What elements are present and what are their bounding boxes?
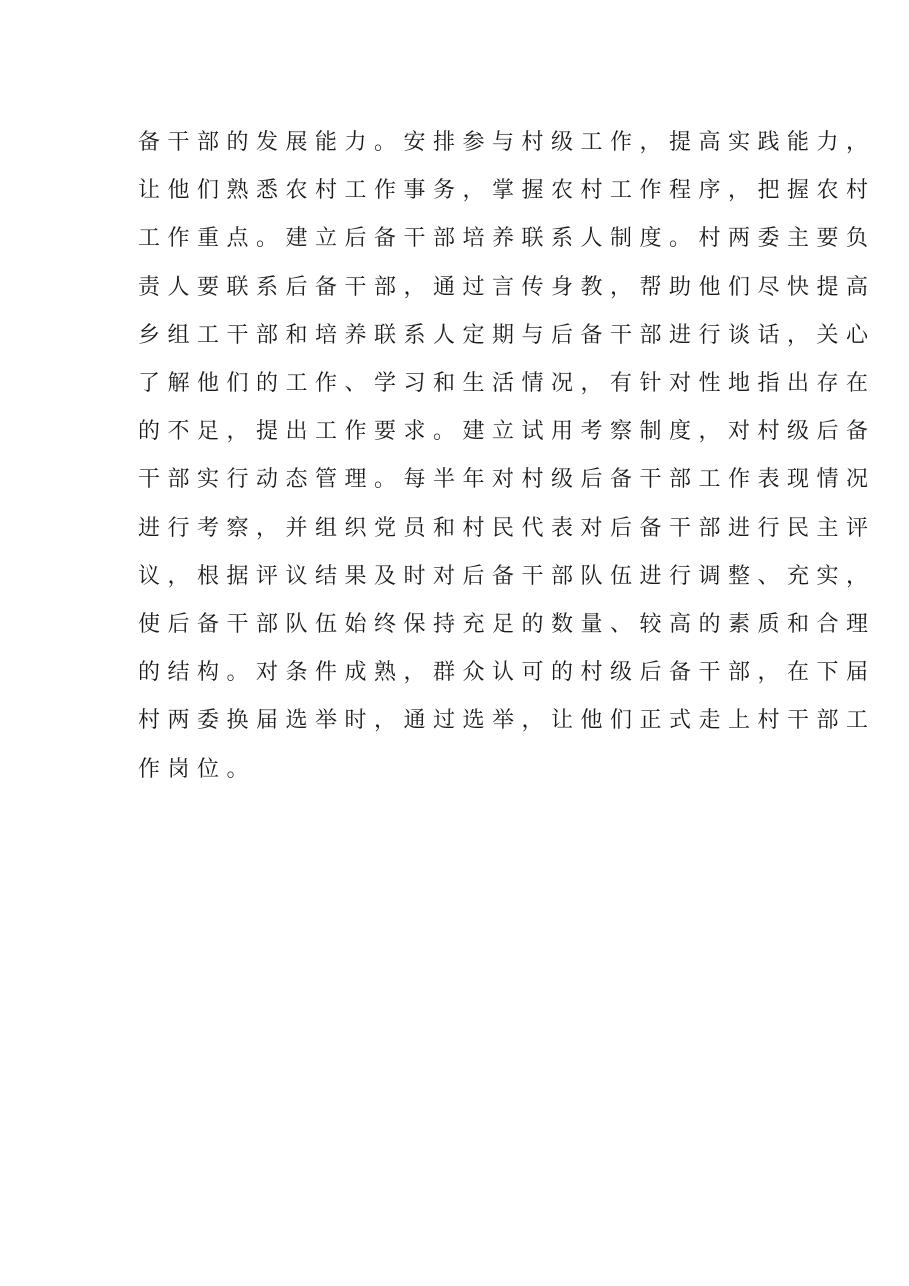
paragraph-line: 进行考察，并组织党员和村民代表对后备干部进行民主评 xyxy=(138,515,876,541)
paragraph-line: 工作重点。建立后备干部培养联系人制度。村两委主要负 xyxy=(138,226,876,252)
paragraph-line: 作岗位。 xyxy=(138,756,257,782)
paragraph-line: 村两委换届选举时，通过选举，让他们正式走上村干部工 xyxy=(138,708,876,734)
paragraph-line: 的结构。对条件成熟，群众认可的村级后备干部，在下届 xyxy=(138,660,876,686)
paragraph-line: 干部实行动态管理。每半年对村级后备干部工作表现情况 xyxy=(138,467,876,493)
paragraph-line: 使后备干部队伍始终保持充足的数量、较高的素质和合理 xyxy=(138,612,876,638)
paragraph-line: 让他们熟悉农村工作事务，掌握农村工作程序，把握农村 xyxy=(138,178,876,204)
paragraph-line: 了解他们的工作、学习和生活情况，有针对性地指出存在 xyxy=(138,371,876,397)
paragraph-line: 的不足，提出工作要求。建立试用考察制度，对村级后备 xyxy=(138,419,876,445)
body-paragraph xyxy=(138,119,876,794)
paragraph-line: 乡组工干部和培养联系人定期与后备干部进行谈话，关心 xyxy=(138,322,876,348)
paragraph-line: 备干部的发展能力。安排参与村级工作，提高实践能力， xyxy=(138,130,876,155)
paragraph-line: 责人要联系后备干部，通过言传身教，帮助他们尽快提高 xyxy=(138,274,876,300)
paragraph-line: 议，根据评议结果及时对后备干部队伍进行调整、充实， xyxy=(138,563,876,589)
